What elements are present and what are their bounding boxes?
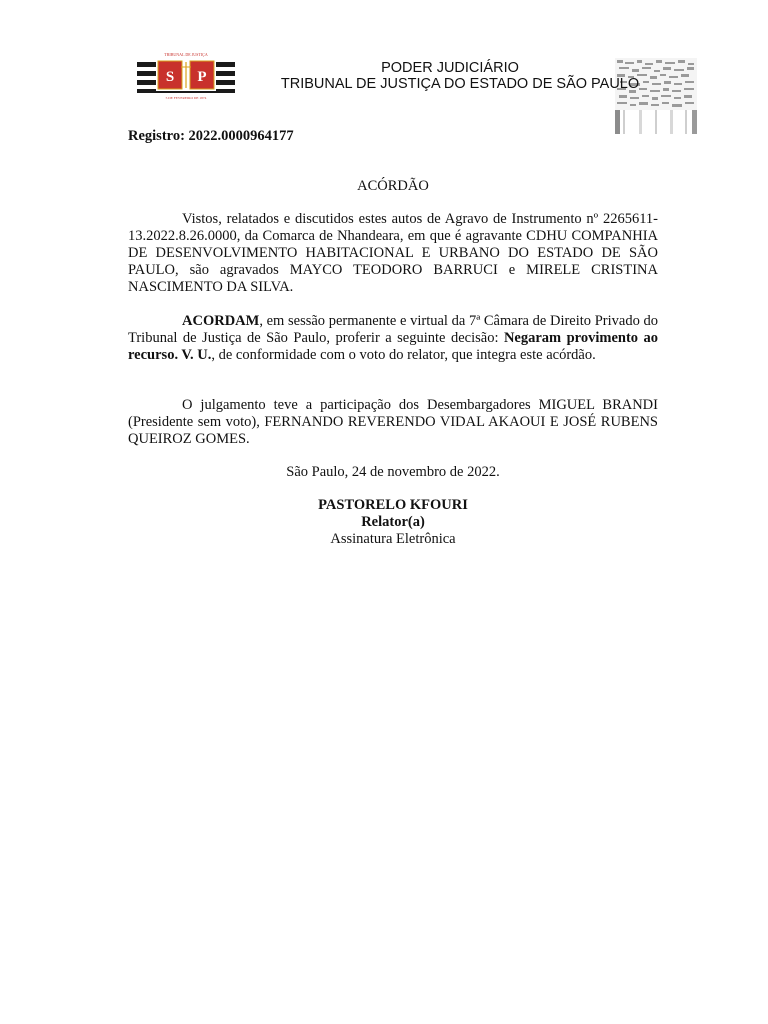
acordam-middle: , em sessão permanente e virtual da 7ª Câmara de Direito Privado do Tribunal de Justiça de São Paulo, proferir a seguinte decisão: xyxy=(128,313,658,346)
acordam-lead: ACORDAM xyxy=(182,313,260,329)
header-line-1: PODER JUDICIÁRIO xyxy=(381,60,519,76)
document-title: ACÓRDÃO xyxy=(357,178,429,194)
acordam-tail: , de conformidade com o voto do relator, que integra este acórdão. xyxy=(211,347,596,363)
signer-name: PASTORELO KFOURI xyxy=(318,497,468,513)
logo-letter-p: P xyxy=(197,69,207,85)
signature-note: Assinatura Eletrônica xyxy=(330,531,456,547)
logo-letter-s: S xyxy=(165,69,175,85)
acordam-decision: Negaram provimento ao recurso. V. U. xyxy=(128,330,658,363)
paragraph-julgamento: O julgamento teve a participação dos Desembargadores MIGUEL BRANDI (Presidente sem voto), FERNANDO REVERENDO VIDAL AKAOUI E JOSÉ RUBENS QUEIROZ GOMES. xyxy=(128,397,658,447)
paragraph-vistos: Vistos, relatados e discutidos estes autos de Agravo de Instrumento nº 2265611-13.2022.8.26.0000, da Comarca de Nhandeara, em que é agravante CDHU COMPANHIA DE DESENVOLVIMENTO HABITACIONAL E URBANO DO ESTADO DE SÃO PAULO, são agravados MAYCO TEODORO BARRUCI e MIRELE CRISTINA NASCIMENTO DA SILVA. xyxy=(128,211,658,295)
logo-bottom-text: 5 DE FEVEREIRO DE 1874 xyxy=(165,96,207,100)
document-date: São Paulo, 24 de novembro de 2022. xyxy=(286,464,500,480)
header-line-2: TRIBUNAL DE JUSTIÇA DO ESTADO DE SÃO PAULO xyxy=(280,76,640,92)
signer-role: Relator(a) xyxy=(361,514,425,530)
tjsp-logo-icon xyxy=(135,50,237,102)
registro-number: Registro: 2022.0000964177 xyxy=(128,128,294,144)
document-header xyxy=(240,60,660,92)
logo-top-text: TRIBUNAL DE JUSTIÇA xyxy=(164,52,208,57)
paragraph-acordam xyxy=(128,313,658,364)
